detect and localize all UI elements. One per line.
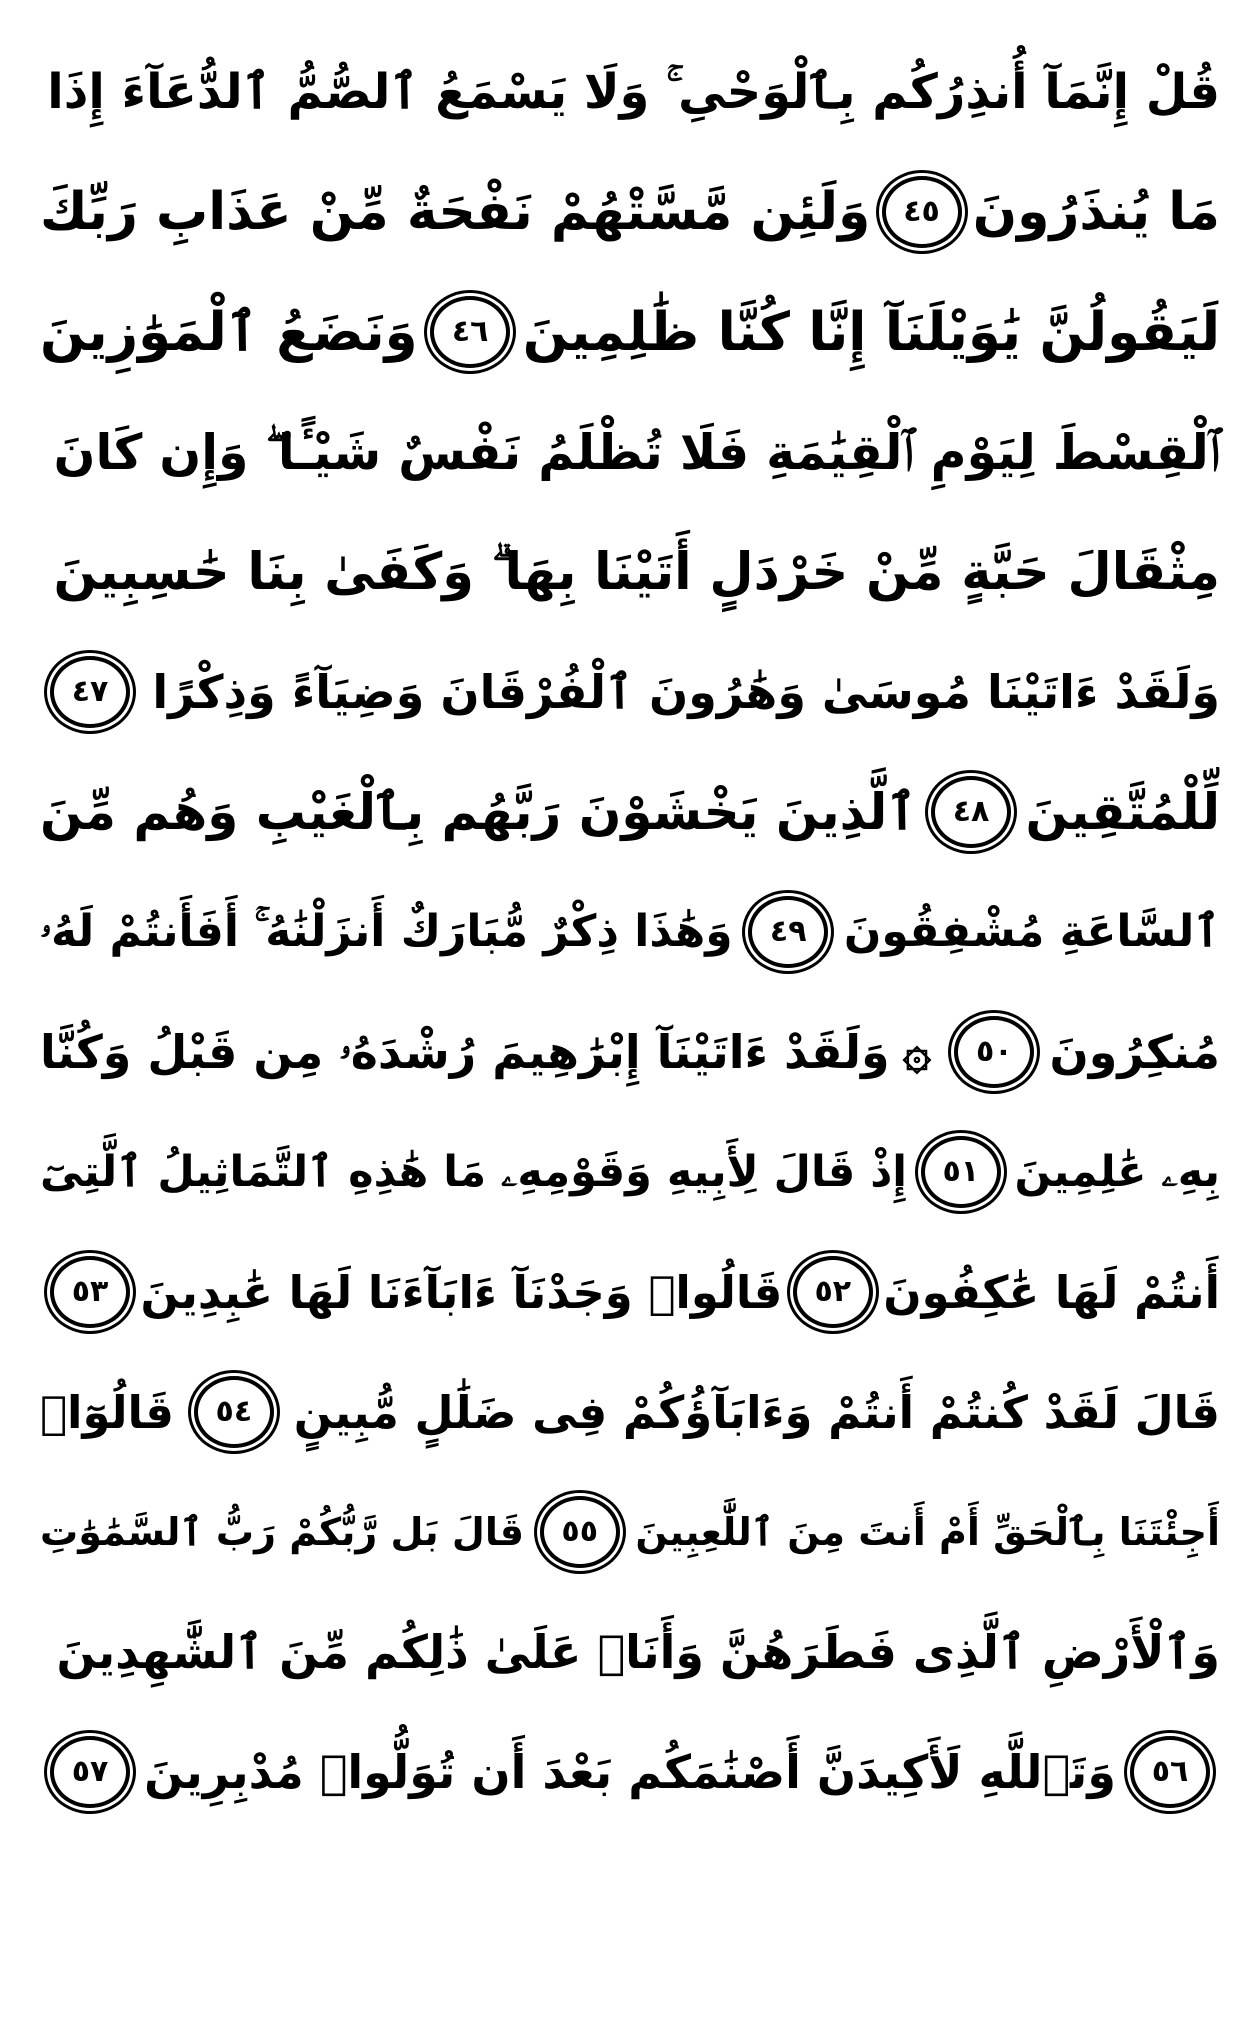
text-line-8 [40,872,1220,992]
verse-number-marker: ٥٦ [1130,1736,1210,1808]
line-9-text-b: وَلَقَدْ ءَاتَيْنَآ إِبْرَٰهِيمَ رُشْدَهُۥ مِن قَبْلُ وَكُنَّا [40,1025,890,1079]
line-12-text-a: قَالَ لَقَدْ كُنتُمْ أَنتُمْ وَءَابَآؤُكُمْ فِى ضَلَٰلٍ مُّبِينٍ [293,1385,1220,1439]
line-8-text-a: ٱلسَّاعَةِ مُشْفِقُونَ [843,906,1220,957]
line-13-text-a: أَجِئْتَنَا بِٱلْحَقِّ أَمْ أَنتَ مِنَ ٱللَّٰعِبِينَ [635,1510,1220,1554]
line-12-text-b: قَالُوٓا۟ [40,1385,174,1439]
text-line-4 [40,392,1220,512]
text-line-6 [40,632,1220,752]
text-line-12 [40,1352,1220,1472]
line-7-text-a: لِّلْمُتَّقِينَ [1025,783,1220,841]
text-line-11 [40,1232,1220,1352]
quran-page [40,18,1220,2018]
text-line-13 [40,1472,1220,1592]
text-line-7 [40,752,1220,872]
text-line-2 [40,152,1220,272]
text-line-3 [40,272,1220,392]
verse-number-marker: ٥٧ [50,1736,130,1808]
verse-number-marker: ٤٦ [430,296,510,368]
text-line-5 [40,512,1220,632]
line-9-text-a: مُنكِرُونَ [1049,1025,1220,1079]
verse-number-marker: ٥١ [921,1136,1001,1208]
line-11-text-b: قَالُوا۟ وَجَدْنَآ ءَابَآءَنَا لَهَا عَٰبِدِينَ [140,1265,783,1319]
verse-number-marker: ٤٧ [50,656,130,728]
line-5-text: مِثْقَالَ حَبَّةٍ مِّنْ خَرْدَلٍ أَتَيْنَا بِهَا ۗ وَكَفَىٰ بِنَا حَٰسِبِينَ [53,542,1220,602]
verse-number-marker: ٥٢ [793,1256,873,1328]
line-8-text-b: وَهَٰذَا ذِكْرٌ مُّبَارَكٌ أَنزَلْنَٰهُ ۚ أَفَأَنتُمْ لَهُۥ [40,906,733,957]
line-2-text-a: مَا يُنذَرُونَ [972,182,1220,242]
text-line-9 [40,992,1220,1112]
verse-number-marker: ٥٠ [954,1016,1034,1088]
verse-number-marker: ٤٩ [748,896,828,968]
line-10-text-b: إِذْ قَالَ لِأَبِيهِ وَقَوْمِهِۦ مَا هَٰذِهِ ٱلتَّمَاثِيلُ ٱلَّتِىٓ [40,1146,908,1197]
line-14-text: وَٱلْأَرْضِ ٱلَّذِى فَطَرَهُنَّ وَأَنَا۠ عَلَىٰ ذَٰلِكُم مِّنَ ٱلشَّٰهِدِينَ [56,1625,1220,1679]
line-3-text-b: وَنَضَعُ ٱلْمَوَٰزِينَ [40,301,418,363]
line-13-text-b: قَالَ بَل رَّبُّكُمْ رَبُّ ٱلسَّمَٰوَٰتِ [40,1510,525,1554]
text-line-1 [40,32,1220,152]
line-3-text-a: لَيَقُولُنَّ يَٰوَيْلَنَآ إِنَّا كُنَّا ظَٰلِمِينَ [522,301,1220,363]
line-4-text: ٱلْقِسْطَ لِيَوْمِ ٱلْقِيَٰمَةِ فَلَا تُظْلَمُ نَفْسٌ شَيْـًٔا ۖ وَإِن كَانَ [53,423,1220,481]
line-10-text-a: بِهِۦ عَٰلِمِينَ [1014,1146,1220,1197]
verse-number-marker: ٤٥ [882,176,962,248]
hizb-star-icon: ۞ [902,1024,931,1080]
line-6-text: وَلَقَدْ ءَاتَيْنَا مُوسَىٰ وَهَٰرُونَ ٱلْفُرْقَانَ وَضِيَآءً وَذِكْرًا [152,665,1220,719]
verse-number-marker: ٥٣ [50,1256,130,1328]
text-line-14 [40,1592,1220,1712]
verse-number-marker: ٥٤ [194,1376,274,1448]
line-1-text: قُلْ إِنَّمَآ أُنذِرُكُم بِٱلْوَحْىِ ۚ وَلَا يَسْمَعُ ٱلصُّمُّ ٱلدُّعَآءَ إِذَا [47,64,1220,120]
text-line-10 [40,1112,1220,1232]
line-7-text-b: ٱلَّذِينَ يَخْشَوْنَ رَبَّهُم بِٱلْغَيْبِ وَهُم مِّنَ [40,783,917,841]
line-15-text: وَتَٱللَّهِ لَأَكِيدَنَّ أَصْنَٰمَكُم بَعْدَ أَن تُوَلُّوا۟ مُدْبِرِينَ [144,1745,1116,1799]
line-2-text-b: وَلَئِن مَّسَّتْهُمْ نَفْحَةٌ مِّنْ عَذَابِ رَبِّكَ [40,182,871,242]
verse-number-marker: ٤٨ [931,776,1011,848]
text-line-15 [40,1712,1220,1832]
verse-number-marker: ٥٥ [540,1496,620,1568]
line-11-text-a: أَنتُمْ لَهَا عَٰكِفُونَ [883,1265,1220,1319]
